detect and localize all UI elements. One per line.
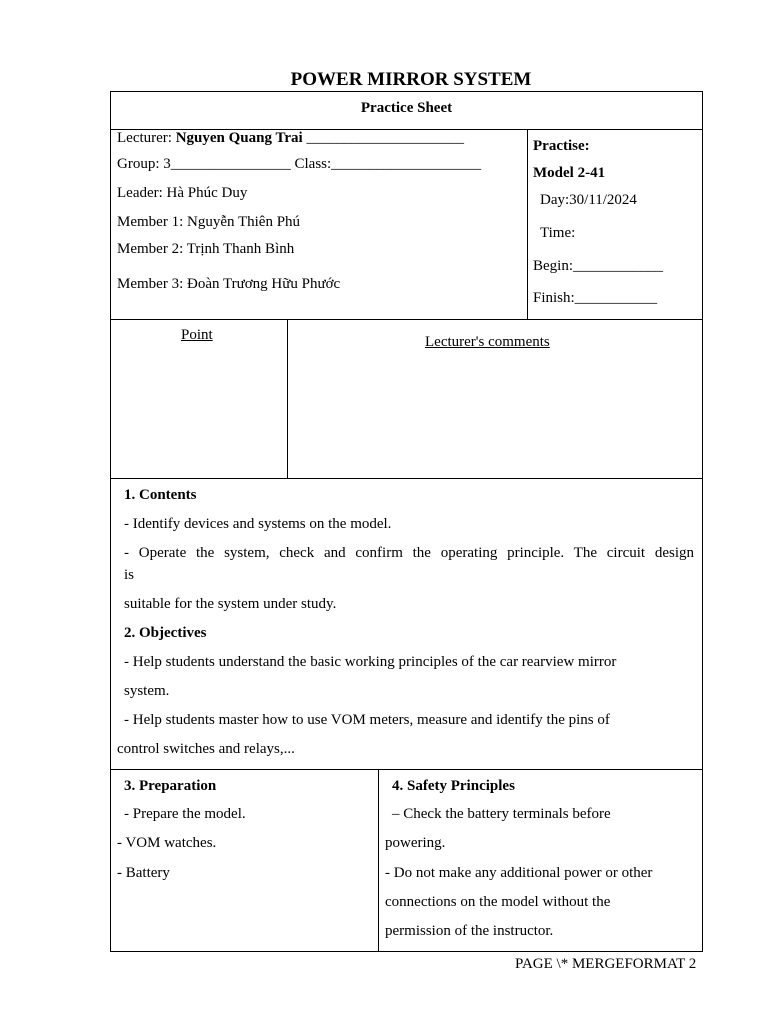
practise-label: Practise: [533, 138, 590, 154]
member-3-line: Member 3: Đoàn Trương Hữu Phước [117, 276, 341, 292]
comments-label: Lecturer's comments [425, 334, 550, 350]
finish-line: Finish:___________ [533, 290, 658, 306]
begin-line: Begin:____________ [533, 258, 663, 274]
practice-sheet-header: Practice Sheet [360, 100, 453, 116]
group-class-line: Group: 3________________ Class:____________________ [117, 156, 482, 172]
lecturer-line [117, 129, 464, 147]
lecturer-name: Nguyen Quang Trai [175, 130, 303, 146]
model-label: Model 2-41 [533, 165, 606, 181]
lecturer-blank: _____________________ [302, 130, 464, 146]
contents-line-2-cont: is [124, 567, 135, 583]
safety-line-1: – Check the battery terminals before [392, 806, 611, 822]
preparation-cell [110, 769, 379, 952]
contents-heading: 1. Contents [124, 487, 197, 503]
contents-line-3: suitable for the system under study. [124, 596, 337, 612]
objective-2: - Help students master how to use VOM meters, measure and identify the pins of [124, 712, 610, 728]
objective-1: - Help students understand the basic working principles of the car rearview mirror [124, 654, 617, 670]
point-label: Point [181, 327, 213, 343]
safety-line-4: connections on the model without the [385, 894, 611, 910]
objective-1-cont: system. [124, 683, 170, 699]
preparation-item-1: - Prepare the model. [124, 806, 246, 822]
preparation-heading: 3. Preparation [124, 778, 217, 794]
member-2-line: Member 2: Trịnh Thanh Bình [117, 241, 295, 257]
day-line: Day:30/11/2024 [540, 192, 637, 208]
page-number-field: PAGE \* MERGEFORMAT 2 [515, 956, 697, 972]
document-title: POWER MIRROR SYSTEM [290, 69, 532, 90]
preparation-item-3: - Battery [117, 865, 170, 881]
safety-heading: 4. Safety Principles [392, 778, 515, 794]
safety-line-2: powering. [385, 835, 446, 851]
objective-2-cont: control switches and relays,... [117, 741, 295, 757]
objectives-heading: 2. Objectives [124, 625, 207, 641]
leader-line: Leader: Hà Phúc Duy [117, 185, 248, 201]
time-line: Time: [540, 225, 576, 241]
safety-line-5: permission of the instructor. [385, 923, 554, 939]
lecturer-label: Lecturer: [117, 130, 176, 146]
safety-line-3: - Do not make any additional power or other [385, 865, 653, 881]
preparation-item-2: - VOM watches. [117, 835, 217, 851]
contents-line-2: - Operate the system, check and confirm the operating principle. The circuit design [124, 545, 694, 561]
member-1-line: Member 1: Nguyễn Thiên Phú [117, 214, 301, 230]
contents-line-1: - Identify devices and systems on the model. [124, 516, 392, 532]
